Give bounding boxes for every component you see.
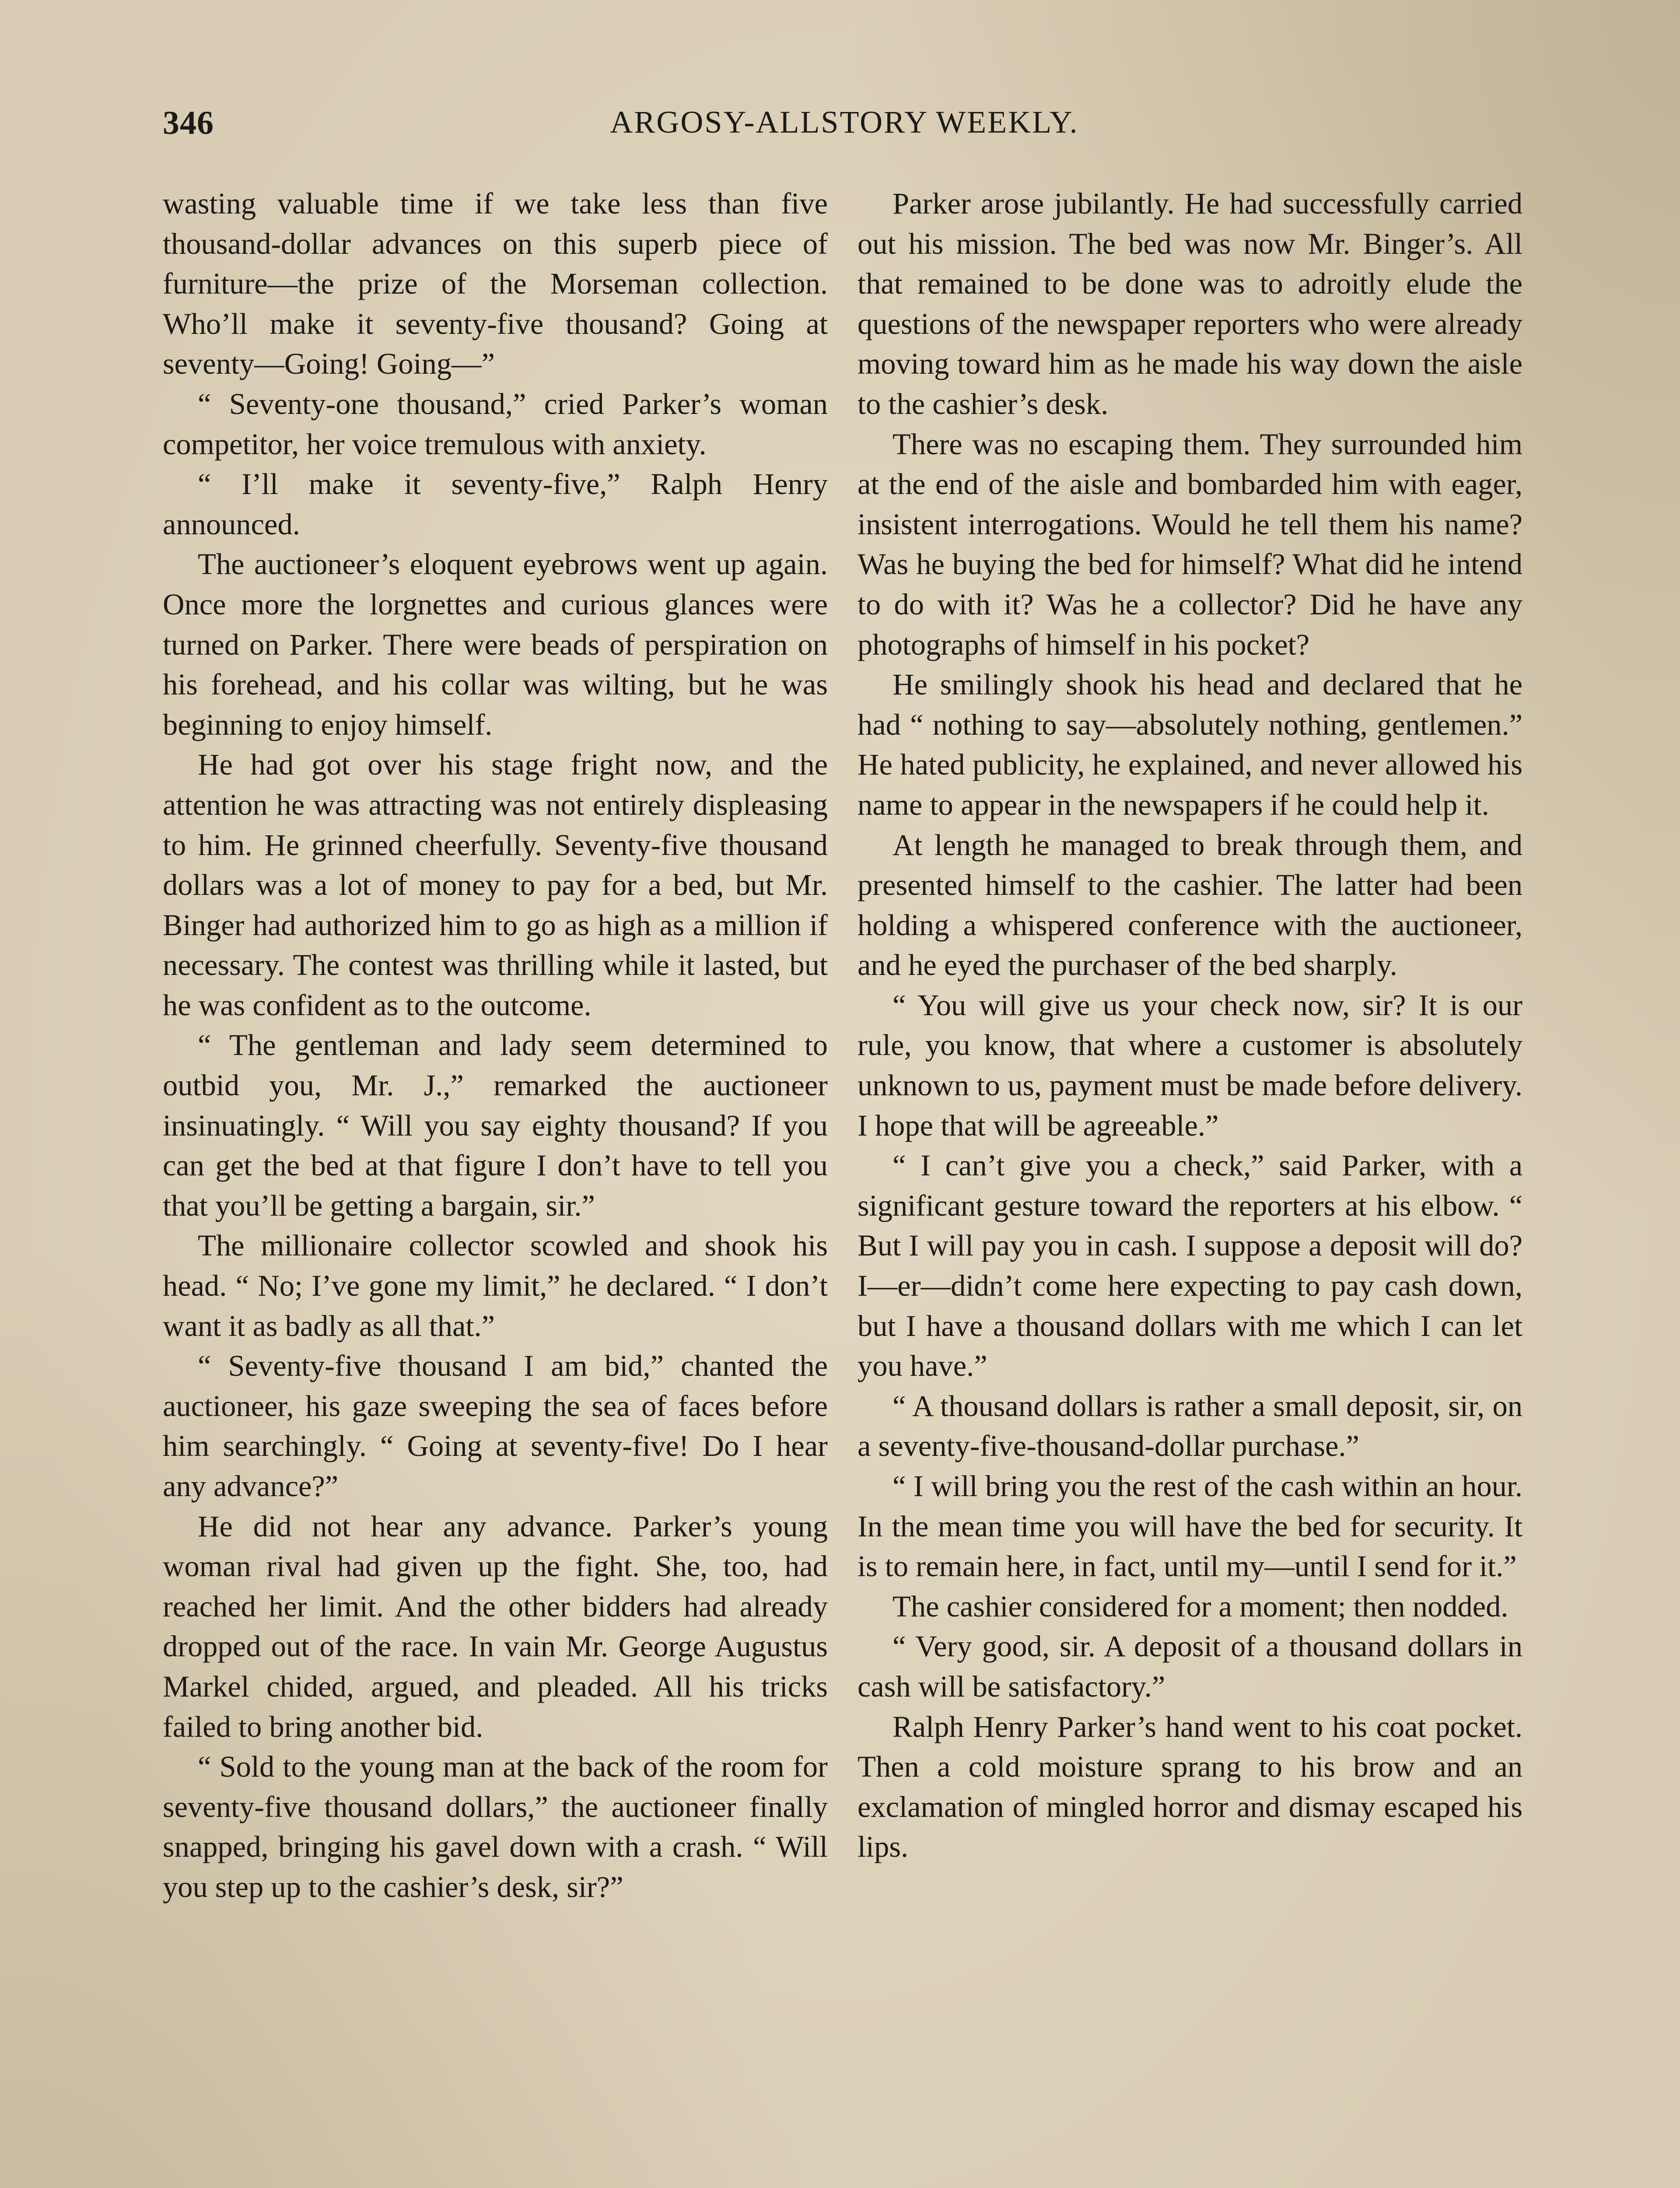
paragraph: He had got over his stage fright now, and the attention he was attracting was not entirely displeasing to him. He grinned cheerfully. Seventy-five thousand dollars was a lot of money to pay for a bed, but Mr. Binger had authorized him to go as high as a million if necessary. The contest was thrilling while it lasted, but he was confident as to the outcome. — [163, 748, 828, 1022]
paragraph: Parker arose jubilantly. He had successfully carried out his mission. The bed was now Mr. Binger’s. All that remained to be done was to adroitly elude the questions of the newspaper reporters who were already moving toward him as he made his way down the aisle to the cashier’s desk. — [858, 187, 1522, 421]
paragraph: wasting valuable time if we take less than five thousand-dollar advances on this superb piece of furniture—the prize of the Morseman collection. Who’ll make it seventy-five thousand? Going at seventy—Going! Going—” — [163, 187, 828, 381]
left-column — [163, 184, 828, 1907]
right-column — [858, 184, 1522, 1867]
paragraph: He smilingly shook his head and declared that he had “ nothing to say—absolutely nothing, gentlemen.” He hated publicity, he explained, and never allowed his name to appear in the newspapers if he could help it. — [858, 668, 1522, 821]
paragraph: “ Very good, sir. A deposit of a thousand dollars in cash will be satisfactory.” — [858, 1630, 1522, 1703]
paragraph: “ Seventy-five thousand I am bid,” chanted the auctioneer, his gaze sweeping the sea of faces before him searchingly. “ Going at seventy-five! Do I hear any advance?” — [163, 1349, 828, 1503]
paragraph: He did not hear any advance. Parker’s young woman rival had given up the fight. She, too, had reached her limit. And the other bidders had already dropped out of the race. In vain Mr. George Augustus Markel chided, argued, and pleaded. All his tricks failed to bring another bid. — [163, 1509, 828, 1743]
paragraph: “ I’ll make it seventy-five,” Ralph Henry announced. — [163, 467, 828, 541]
paragraph: The cashier considered for a moment; then nodded. — [892, 1589, 1508, 1623]
paragraph: “ The gentleman and lady seem determined to outbid you, Mr. J.,” remarked the auctioneer insinuatingly. “ Will you say eighty thousand? If you can get the bed at that figure I don’t have to tell you that you’ll be getting a bargain, sir.” — [163, 1028, 828, 1222]
paragraph: “ I can’t give you a check,” said Parker, with a significant gesture toward the reporters at his elbow. “ But I will pay you in cash. I suppose a deposit will do? I—er—didn’t come here expecting to pay cash down, but I have a thousand dollars with me which I can let you have.” — [858, 1149, 1522, 1383]
paragraph: The auctioneer’s eloquent eyebrows went up again. Once more the lorgnettes and curious glances were turned on Parker. There were beads of perspiration on his forehead, and his collar was wilting, but he was beginning to enjoy himself. — [163, 547, 828, 741]
paragraph: There was no escaping them. They surrounded him at the end of the aisle and bombarded him with eager, insistent interrogations. Would he tell them his name? Was he buying the bed for himself? What did he intend to do with it? Was he a collector? Did he have any photographs of himself in his pocket? — [858, 427, 1522, 661]
paragraph: “ I will bring you the rest of the cash within an hour. In the mean time you will have the bed for security. It is to remain here, in fact, until my—until I send for it.” — [858, 1469, 1522, 1583]
paragraph: At length he managed to break through them, and presented himself to the cashier. The latter had been holding a whispered conference with the auctioneer, and he eyed the purchaser of the bed sharply. — [858, 828, 1522, 982]
paragraph: The millionaire collector scowled and shook his head. “ No; I’ve gone my limit,” he declared. “ I don’t want it as badly as all that.” — [163, 1229, 828, 1343]
running-head: ARGOSY-ALLSTORY WEEKLY. — [610, 105, 1079, 140]
paragraph: “ A thousand dollars is rather a small deposit, sir, on a seventy-five-thousand-dollar purchase.” — [858, 1389, 1522, 1463]
paragraph: “ Sold to the young man at the back of the room for seventy-five thousand dollars,” the auctioneer finally snapped, bringing his gavel down with a crash. “ Will you step up to the cashier’s desk, sir?” — [163, 1750, 828, 1904]
paragraph: “ You will give us your check now, sir? It is our rule, you know, that where a customer is absolutely unknown to us, payment must be made before delivery. I hope that will be agreeable.” — [858, 988, 1522, 1142]
paragraph: Ralph Henry Parker’s hand went to his coat pocket. Then a cold moisture sprang to his brow and an exclamation of mingled horror and dismay escaped his lips. — [858, 1710, 1522, 1864]
page-number: 346 — [163, 105, 214, 141]
paragraph: “ Seventy-one thousand,” cried Parker’s woman competitor, her voice tremulous with anxiety. — [163, 387, 828, 461]
